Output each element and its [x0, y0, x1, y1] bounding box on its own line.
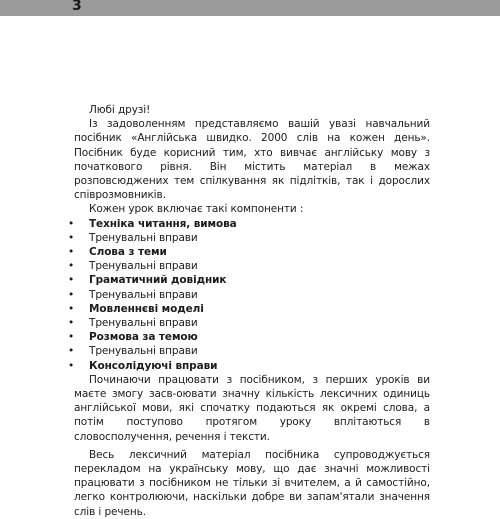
page-body [68, 103, 430, 519]
bullet-icon: • [68, 302, 75, 315]
bullet-icon: • [68, 317, 75, 330]
list-item [68, 245, 430, 259]
list-item [68, 330, 430, 344]
list-item-label: Тренувальні вправи [89, 231, 198, 244]
list-item [68, 344, 430, 358]
list-item-label: Тренувальні вправи [89, 288, 198, 301]
bullet-icon: • [68, 359, 75, 372]
list-item-label: Тренувальні вправи [89, 317, 198, 330]
bullet-icon: • [68, 231, 75, 244]
list-item-label: Слова з теми [89, 246, 167, 259]
page-number: 3 [72, 0, 82, 14]
list-item-label: Граматичний довідник [89, 274, 227, 287]
list-item [68, 217, 430, 231]
list-item [68, 273, 430, 287]
intro-paragraph: Із задоволенням представляємо вашій увазі навчальний посібник «Англійська швидко. 2000 слів на кожен день». Посібник буде корисний тим, хто вивчає англійську мову з початкового рівня. Він містить матеріал в межах розповсюджених тем спілкування як підлітків, так і дорослих співрозмовників. [74, 118, 430, 202]
bullet-icon: • [68, 331, 75, 344]
list-item-label: Мовленнєві моделі [89, 302, 204, 315]
list-item-label: Техніка читання, вимова [89, 217, 237, 230]
list-item [68, 316, 430, 330]
greeting: Любі друзі! [89, 104, 151, 116]
bullet-icon: • [68, 274, 75, 287]
list-item-label: Тренувальні вправи [89, 260, 198, 273]
bullet-icon: • [68, 345, 75, 358]
list-item-label: Розмова за темою [89, 331, 198, 344]
bullet-icon: • [68, 288, 75, 301]
paragraph-translation: Весь лексичний матеріал посібника супроводжується перекладом на українську мову, що дає значні можливості працювати з посібником не тільки зі вчителем, а й самостійно, легко контролюючи, наскільки добре ви запам'ятали значення слів і речень. [74, 448, 430, 518]
list-item [68, 302, 430, 316]
bullet-icon: • [68, 246, 75, 259]
list-item-label: Консолідуючі вправи [89, 359, 218, 372]
list-item [68, 231, 430, 245]
bullet-icon: • [68, 260, 75, 273]
list-item [68, 259, 430, 273]
list-item [68, 359, 430, 373]
components-list [68, 217, 430, 373]
bullet-icon: • [68, 217, 75, 230]
components-intro: Кожен урок включає такі компоненти : [89, 203, 304, 216]
list-item-label: Тренувальні вправи [89, 345, 198, 358]
paragraph-lexicon: Починаючи працювати з посібником, з перших уроків ви маєте змогу засв-оювати значну кількість лексичних одиниць англійської мови, які спочатку подаються як окремі слова, а потім поступово протягом уроку вплітаються в словосполучення, речення і тексти. [74, 373, 430, 443]
list-item [68, 288, 430, 302]
